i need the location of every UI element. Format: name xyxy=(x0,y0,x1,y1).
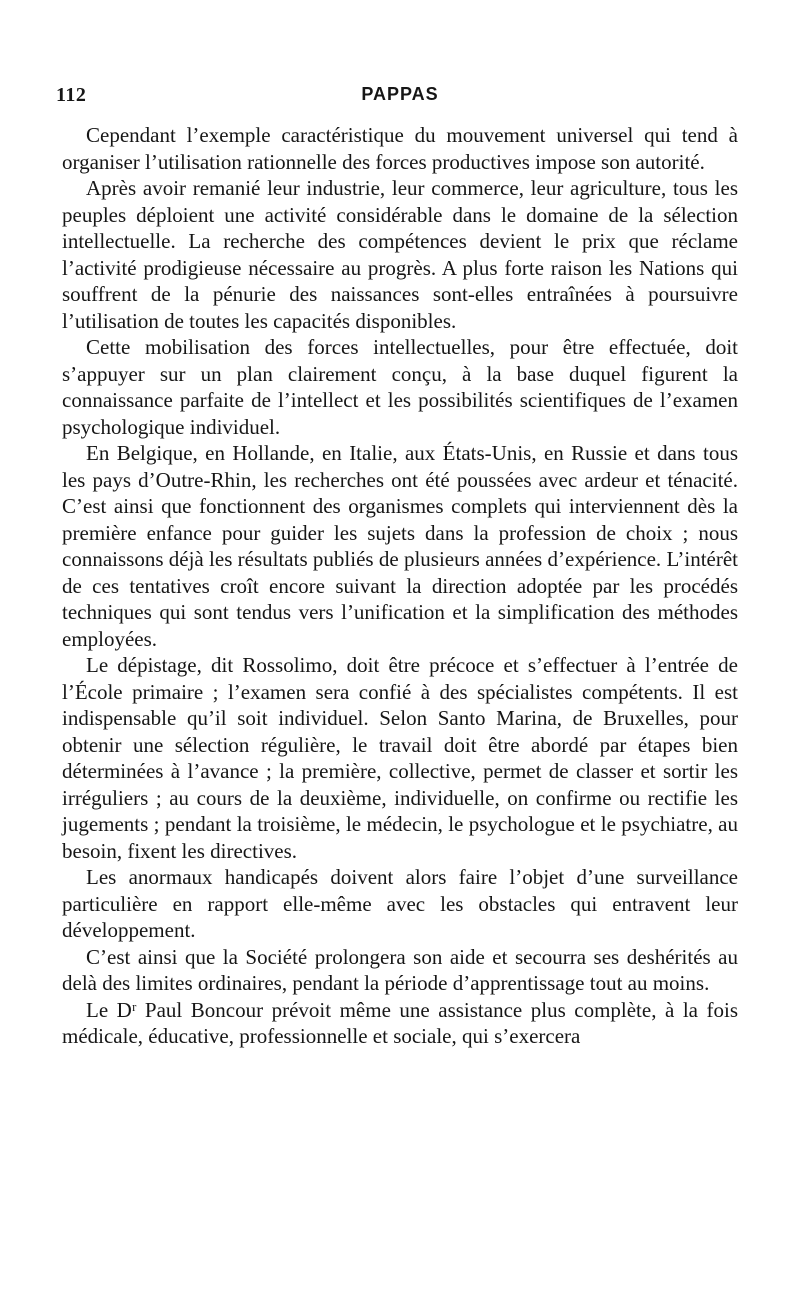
running-title: PAPPAS xyxy=(361,84,439,104)
paragraph: Après avoir remanié leur industrie, leur commerce, leur agriculture, tous les peuples déploient une activité considérable dans le domaine de la sélection intellectuelle. La recherche des compétences devient le prix que réclame l’activité prodigieuse nécessaire au progrès. A plus forte raison les Nations qui souffrent de la pénurie des naissances sont-elles entraînées à poursuivre l’utilisation de toutes les capacités disponibles. xyxy=(62,176,738,333)
page-header xyxy=(0,84,800,114)
paragraph: Le dépistage, dit Rossolimo, doit être précoce et s’effectuer à l’entrée de l’École primaire ; l’examen sera confié à des spécialistes compétents. Il est indispensable qu’il soit individuel. Selon Santo Marina, de Bruxelles, pour obtenir une sélection régulière, le travail doit être abordé par étapes bien déterminées à l’avance ; la première, collective, permet de classer et sortir les irréguliers ; au cours de la deuxième, individuelle, on confirme ou rectifie les jugements ; pendant la troisième, le médecin, le psychologue et le psychiatre, au besoin, fixent les directives. xyxy=(62,653,738,863)
paragraph: C’est ainsi que la Société prolongera son aide et secourra ses deshérités au delà des limites ordinaires, pendant la période d’apprentissage tout au moins. xyxy=(62,944,738,995)
paragraph: Le Dʳ Paul Boncour prévoit même une assistance plus complète, à la fois médicale, éducative, professionnelle et sociale, qui s’exercera xyxy=(62,997,738,1048)
page-number: 112 xyxy=(56,84,87,106)
paragraph: Cependant l’exemple caractéristique du mouvement universel qui tend à organiser l’utilisation rationnelle des forces productives impose son autorité. xyxy=(62,123,738,174)
paragraph: En Belgique, en Hollande, en Italie, aux États-Unis, en Russie et dans tous les pays d’Outre-Rhin, les recherches ont été poussées avec ardeur et ténacité. C’est ainsi que fonctionnent des organismes complets qui interviennent dès la première enfance pour guider les sujets dans la profession de choix ; nous connaissons déjà les résultats publiés de plusieurs années d’expérience. L’intérêt de ces tentatives croît encore suivant la direction adoptée par les procédés techniques qui sont tendus vers l’unification et la simplification des méthodes employées. xyxy=(62,441,738,651)
paragraph: Cette mobilisation des forces intellectuelles, pour être effectuée, doit s’appuyer sur un plan clairement conçu, à la base duquel figurent la connaissance parfaite de l’intellect et les possibilités scientifiques de l’examen psychologique individuel. xyxy=(62,335,738,439)
body-text xyxy=(62,122,738,1050)
paragraph: Les anormaux handicapés doivent alors faire l’objet d’une surveillance particulière en rapport elle-même avec les obstacles qui entravent leur développement. xyxy=(62,865,738,942)
